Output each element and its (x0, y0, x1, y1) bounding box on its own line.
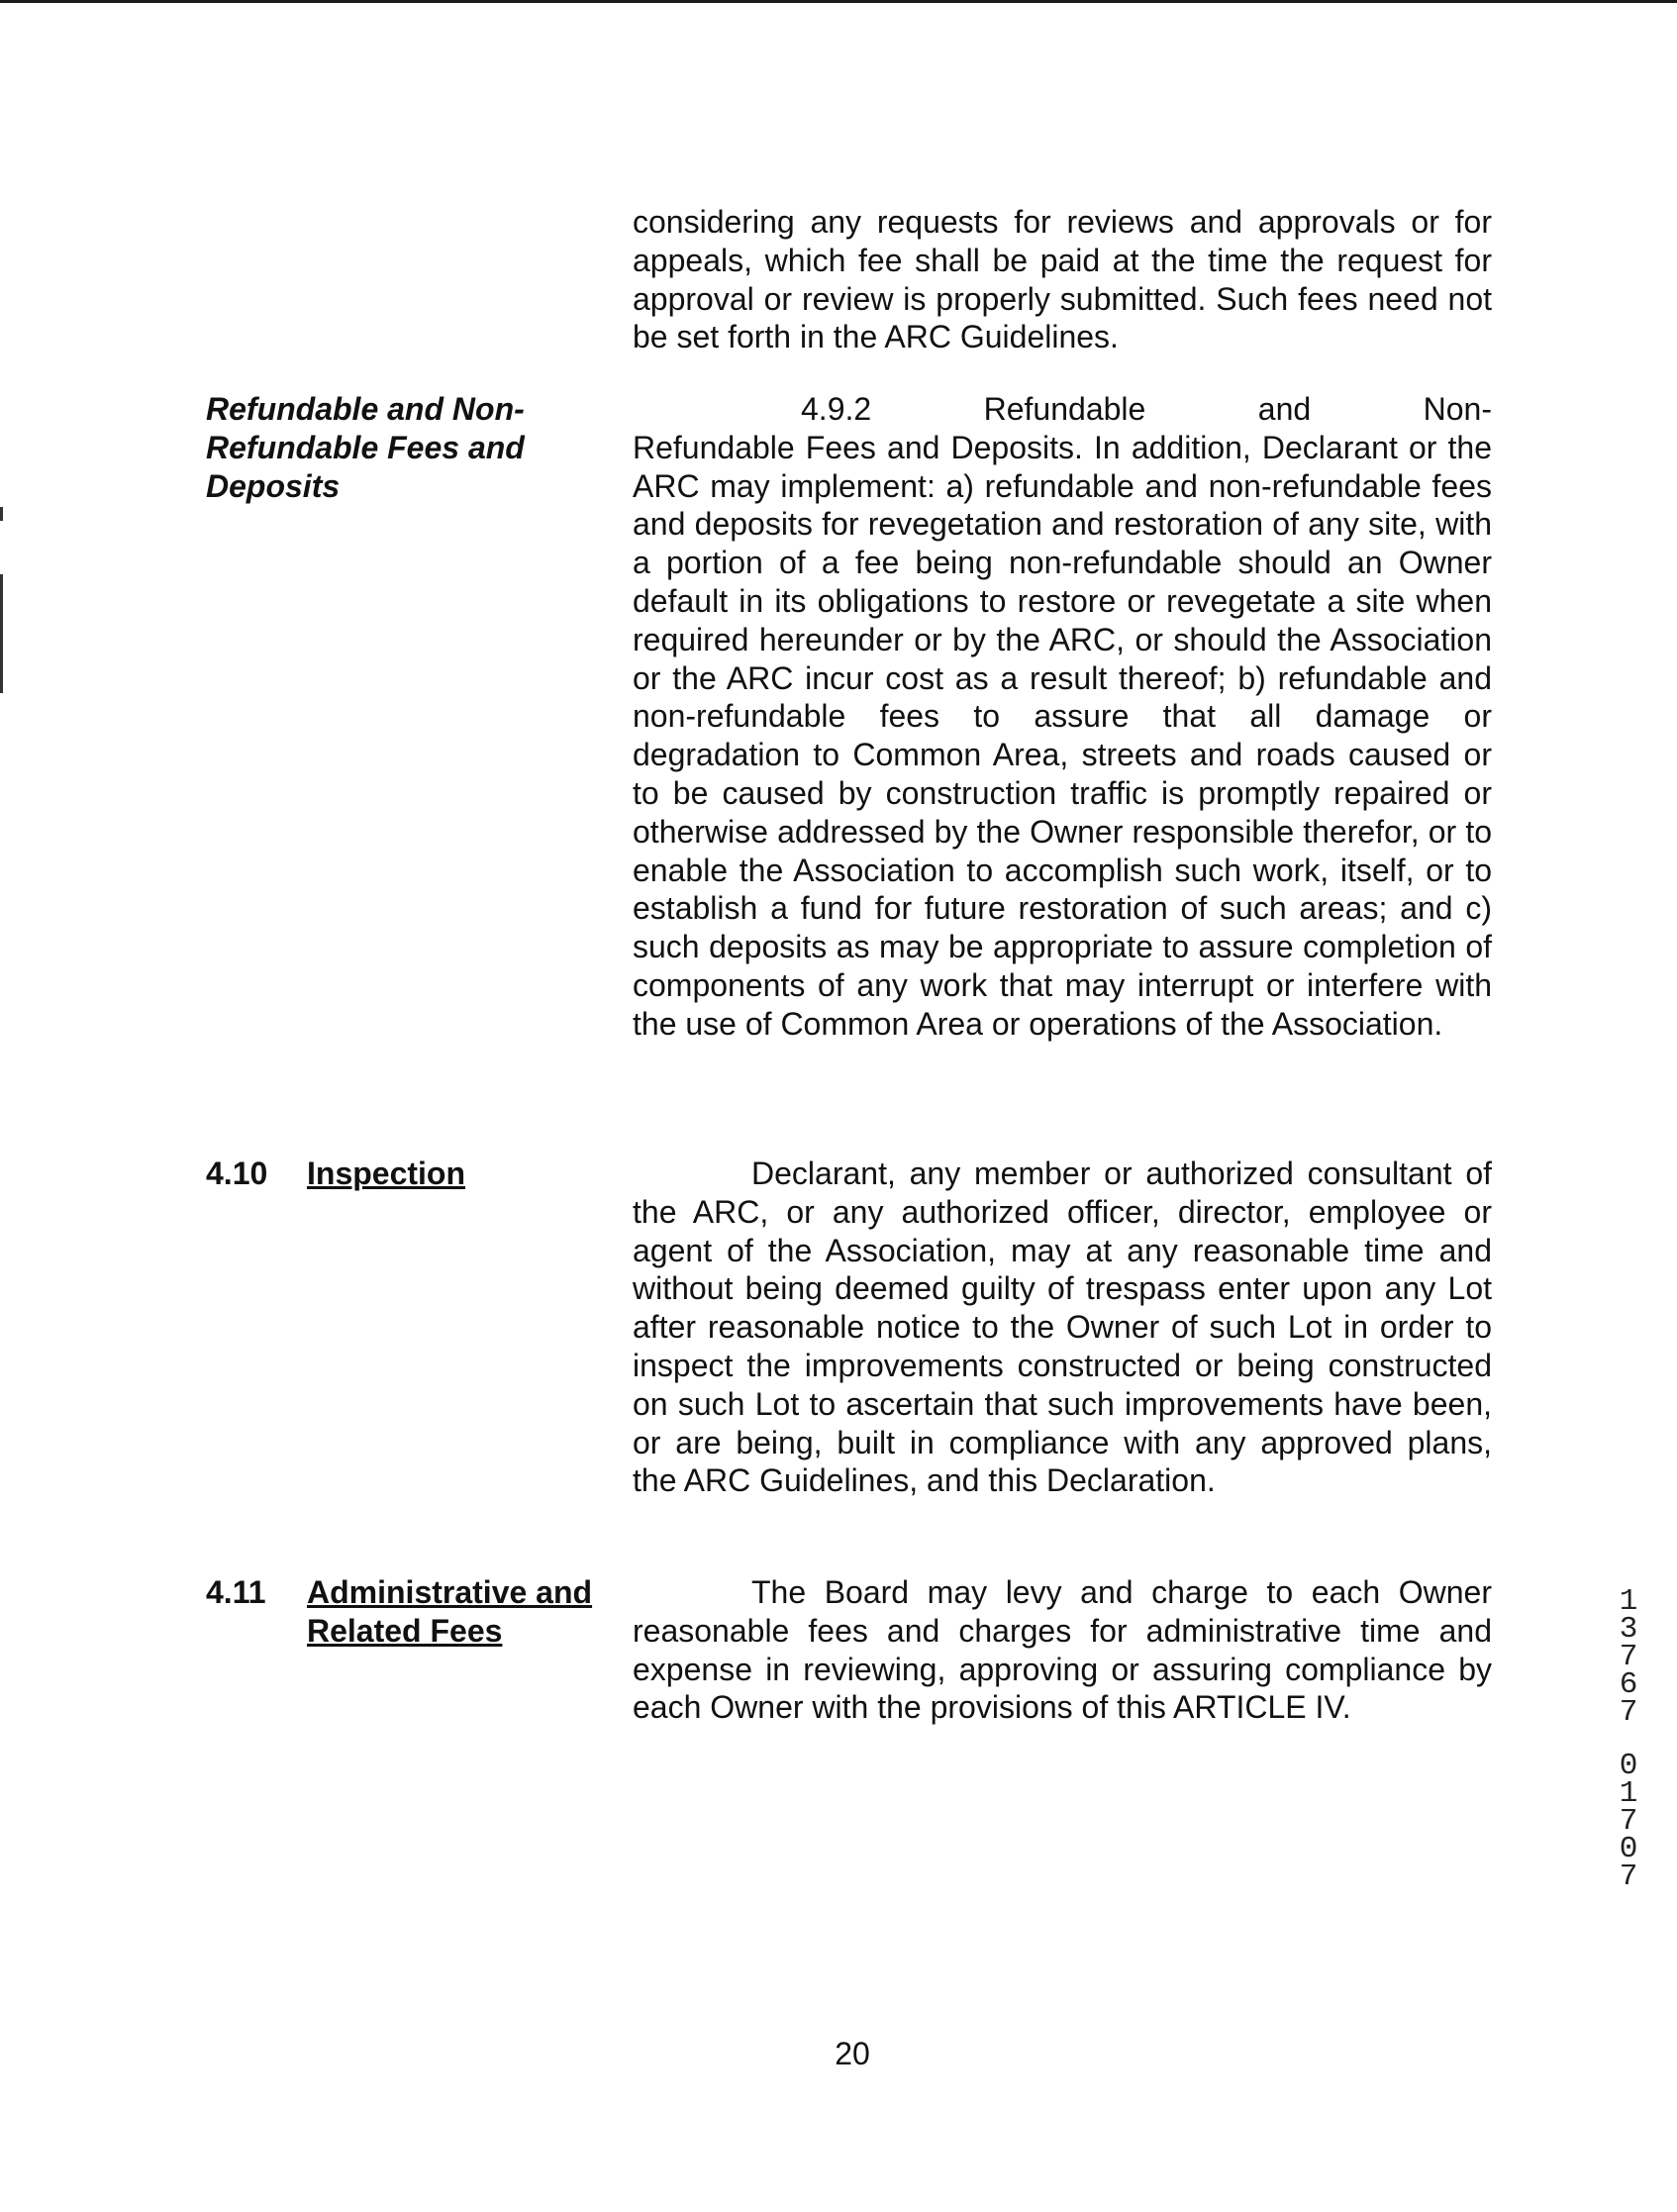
margin-heading-refundable-fees: Refundable and Non-Refundable Fees and Deposits (206, 391, 525, 504)
scan-edge-mark (0, 574, 3, 693)
scan-edge-mark (0, 507, 3, 521)
section-4-9-2-number: 4.9.2 (801, 391, 872, 427)
section-4-9-2-lead-line (633, 390, 1492, 429)
section-4-10-paragraph: Declarant, any member or authorized consultant of the ARC, or any authorized officer, director, employee or agent of the Association, may at any reasonable time and without being deemed guilty of trespass enter upon any Lot after reasonable notice to the Owner of such Lot in order to inspect the improvements constructed or being constructed on such Lot to ascertain that such improvements have been, or are being, built in compliance with any approved plans, the ARC Guidelines, and this Declaration. (633, 1156, 1492, 1499)
page-number: 20 (835, 2036, 870, 2071)
section-4-9-2-body: Refundable Fees and Deposits. In addition, Declarant or the ARC may implement: a) refundable and non-refundable fees and deposits for revegetation and restoration of any site, with a portion of a fee being non-refundable should an Owner default in its obligations to restore or revegetate a site when required hereunder or by the ARC, or should the Association or the ARC incur cost as a result thereof; b) refundable and non-refundable fees to assure that all damage or degradation to Common Area, streets and roads caused or to be caused by construction traffic is promptly repaired or otherwise addressed by the Owner responsible therefor, or to enable the Association to accomplish such work, itself, or to establish a fund for future restoration of such areas; and c) such deposits as may be appropriate to assure completion of components of any work that may interrupt or interfere with the use of Common Area or operations of the Association. (633, 429, 1492, 1042)
top-border-line (0, 0, 1677, 3)
section-4-11-paragraph: The Board may levy and charge to each Owner reasonable fees and charges for administrative time and expense in reviewing, approving or assuring compliance by each Owner with the provisions of this ARTICLE IV. (633, 1574, 1492, 1726)
section-4-10-number: 4.10 (206, 1156, 268, 1191)
recording-stamp-part-2: 01707 (1619, 1749, 1638, 1894)
section-4-9-2-paragraph (633, 390, 1492, 1044)
section-4-9-2-lead-word: Refundable (983, 391, 1146, 427)
recording-stamp (1616, 1584, 1641, 1894)
section-4-10-title: Inspection (307, 1156, 466, 1191)
recording-stamp-part-1: 13767 (1619, 1584, 1638, 1730)
section-4-11-number: 4.11 (206, 1574, 266, 1610)
section-4-9-2-lead-word: Non- (1423, 391, 1492, 427)
section-4-9-2-lead-word: and (1257, 391, 1312, 427)
continuation-paragraph: considering any requests for reviews and approvals or for appeals, which fee shall be paid at the time the request for approval or review is properly submitted. Such fees need not be set forth in the ARC Guidelines. (633, 204, 1492, 355)
section-4-11-title: Administrative and Related Fees (307, 1574, 593, 1649)
